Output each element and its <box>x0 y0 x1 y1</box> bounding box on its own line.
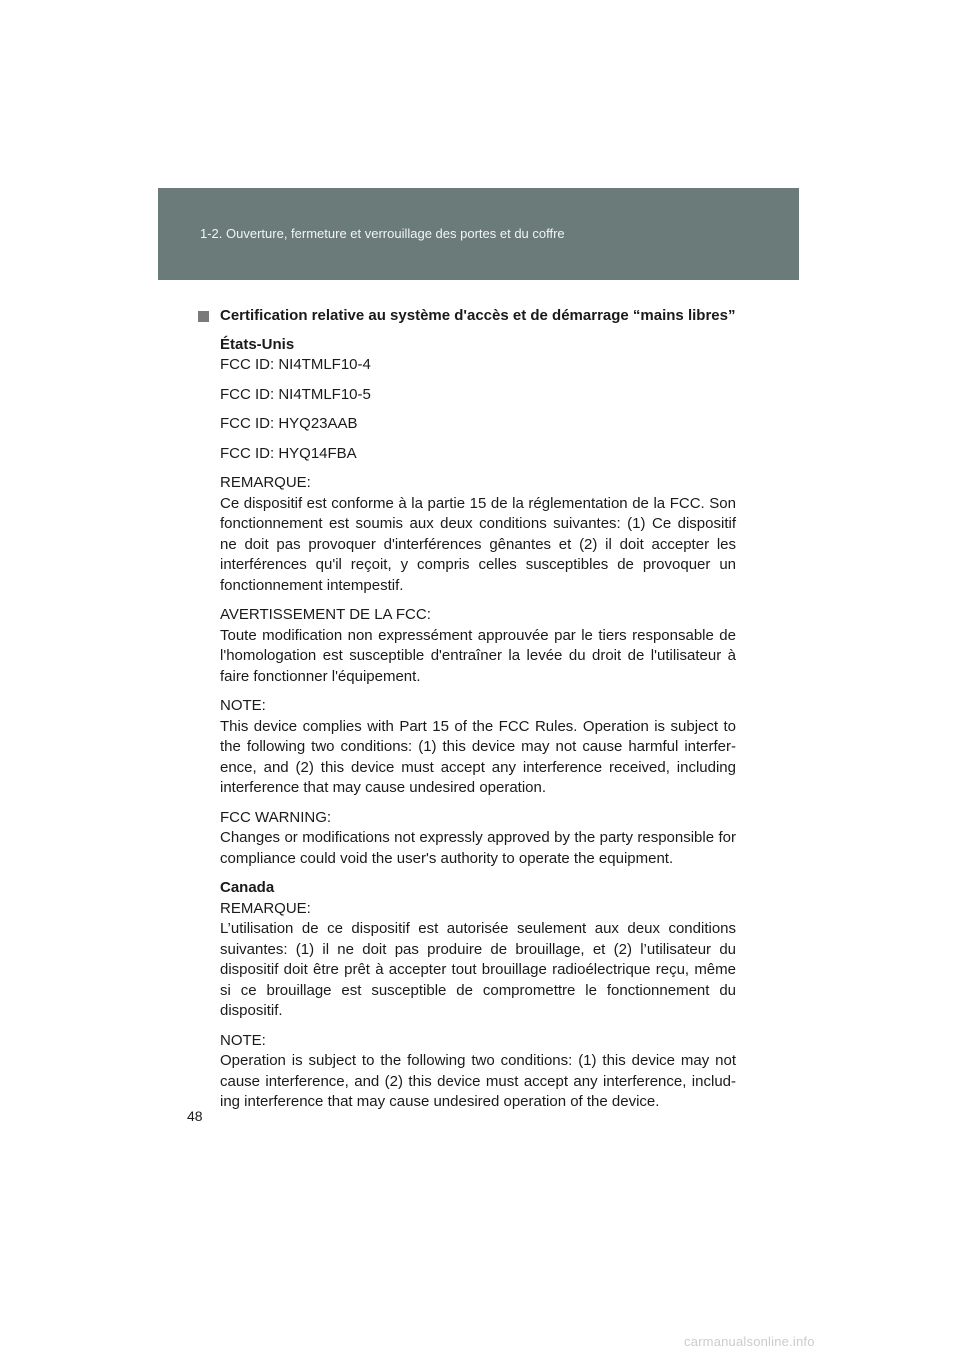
note-label: NOTE: <box>220 697 266 714</box>
page-content <box>196 306 736 1122</box>
note-block <box>220 696 736 799</box>
avertissement-block <box>220 605 736 687</box>
fcc-id-4: FCC ID: HYQ14FBA <box>220 444 357 462</box>
canada-note-text: Operation is subject to the following two conditions: (1) this device may not cause interference, and (2) this device must accept any interference, includ-ing interference that may cause undesired operation of the device. <box>220 1052 736 1110</box>
region-heading-canada: Canada <box>220 879 275 896</box>
section-title <box>196 306 736 327</box>
remarque-text: Ce dispositif est conforme à la partie 15 de la réglementation de la FCC. Son fonctionnement est soumis aux deux conditions suivantes: (1) Ce dispositif ne doit pas provoquer d'interférences gênantes et (2) il doit accepter les interférences qu'il reçoit, y compris celles susceptibles de provoquer un fonctionnement intempestif. <box>220 494 736 594</box>
chapter-breadcrumb: 1-2. Ouverture, fermeture et verrouillage des portes et du coffre <box>200 226 565 241</box>
note-text: This device complies with Part 15 of the FCC Rules. Operation is subject to the following two conditions: (1) this device may not cause harmful interfer-ence, and (2) this device must accept any interference received, including interference that may cause undesired operation. <box>220 717 736 796</box>
section-title-text: Certification relative au système d'accès et de démarrage “mains libres” <box>220 307 736 324</box>
page-number: 48 <box>187 1108 203 1124</box>
fcc-id-1: FCC ID: NI4TMLF10-4 <box>220 356 371 373</box>
remarque-block <box>220 473 736 596</box>
canada-note-label: NOTE: <box>220 1031 266 1049</box>
canada-remarque-block <box>220 878 736 1022</box>
fcc-id-3: FCC ID: HYQ23AAB <box>220 415 358 432</box>
remarque-label: REMARQUE: <box>220 474 311 491</box>
fcc-warning-block <box>220 808 736 870</box>
us-region-block <box>220 335 736 376</box>
chapter-header-band <box>158 188 799 280</box>
square-bullet-icon <box>198 311 209 322</box>
avertissement-label: AVERTISSEMENT DE LA FCC: <box>220 606 431 623</box>
watermark: carmanualsonline.info <box>684 1334 815 1349</box>
avertissement-text: Toute modification non expressément approuvée par le tiers responsable de l'homologation est susceptible d'entraîner la levée du droit de l'utilisateur à faire fonctionner l'équipement. <box>220 626 736 685</box>
canada-note-block <box>220 1031 736 1113</box>
canada-remarque-label: REMARQUE: <box>220 899 311 917</box>
fcc-warning-label: FCC WARNING: <box>220 808 332 826</box>
region-heading-us: États-Unis <box>220 335 295 353</box>
fcc-id-2: FCC ID: NI4TMLF10-5 <box>220 385 371 403</box>
canada-remarque-text: L’utilisation de ce dispositif est autorisée seulement aux deux conditions suivantes: (1) il ne doit pas produire de brouillage, et (2) l’utilisateur du dispositif doit être prêt à accepter tout brouillage radioélectrique reçu, même si ce brouillage est susceptible de compromettre le fonctionnement du dispositif. <box>220 920 736 1019</box>
fcc-warning-text: Changes or modifications not expressly approved by the party responsible for compliance could void the user's authority to operate the equipment. <box>220 829 736 867</box>
